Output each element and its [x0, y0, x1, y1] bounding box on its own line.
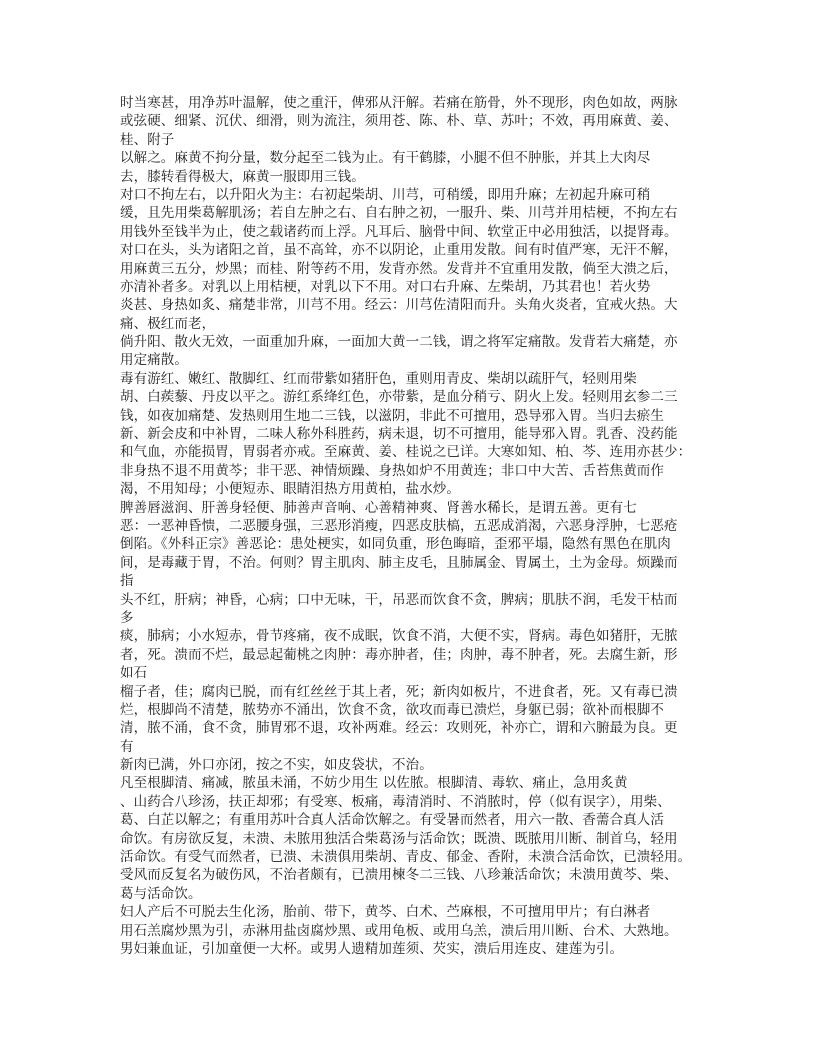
text-line: 葛、白芷以解之；有重用苏叶合真人活命饮解之。有受暑而然者，用六一散、香薷合真人活	[120, 812, 664, 829]
text-line: 以解之。麻黄不拘分量，数分起至二钱为止。有干鹤膝，小腿不但不肿胀，并其上大肉尽	[120, 150, 651, 167]
text-line: 对口不拘左右，以升阳火为主：右初起柴胡、川芎，可稍缓，即用升麻；左初起升麻可稍	[120, 186, 651, 203]
text-line: 痛、极红而老，	[120, 315, 216, 332]
text-line: 妇人产后不可脱去生化汤，胎前、带下，黄芩、白术、苎麻根，不可擅用甲片；有白淋者	[120, 904, 651, 921]
text-line: 命饮。有房欲反复，未溃、未脓用独活合柴葛汤与活命饮；既溃、既脓用川断、制首乌，轻用	[120, 830, 678, 847]
text-line: 非身热不退不用黄芩；非干恶、神情烦躁、身热如炉不用黄连；非口中大苦、舌苔焦黄而作	[120, 462, 664, 479]
text-line: 受风而反复名为破伤风，不治者颇有，已溃用楝冬二三钱、八珍兼活命饮；未溃用黄芩、柴、	[120, 867, 678, 884]
text-line: 用麻黄三五分，炒黑；而桂、附等药不用，发背亦然。发背并不宜重用发散，倘至大溃之后，	[120, 260, 678, 277]
text-line: 葛与活命饮。	[120, 885, 202, 902]
text-line: 有	[120, 738, 134, 755]
text-line: 毒有游红、嫩红、散脚红、红而带紫如猪肝色，重则用青皮、柴胡以疏肝气，轻则用柴	[120, 370, 637, 387]
text-line: 烂，根脚尚不清楚，脓势亦不涌出，饮食不贪，欲攻而毒已溃烂，身躯已弱；欲补而根脚不	[120, 701, 664, 718]
text-line: 间，是毒藏于胃，不治。何则？胃主肌肉、肺主皮毛，且肺属金、胃属土，土为金母。烦躁而	[120, 554, 678, 571]
text-line: 胡、白蒺藜、丹皮以平之。游红系绛红色，亦带紫，是血分稍亏、阴火上发。轻则用玄参二三	[120, 389, 678, 406]
text-line: 钱，如夜加痛楚、发热则用生地二三钱，以滋阴，非此不可擅用，恐导邪入胃。当归去瘀生	[120, 407, 664, 424]
text-line: 恶：一恶神昏愦，二恶腰身强，三恶形消瘦，四恶皮肤槁，五恶成消渴，六恶身浮肿，七恶疮	[120, 517, 678, 534]
text-line: 、山药合八珍汤，扶正却邪；有受寒、板痛，毒清消时、不消脓时，停（似有误字），用柴、	[120, 793, 671, 810]
text-line: 者，死。溃而不烂，最忌起葡桃之肉肿：毒亦肿者，佳；肉肿，毒不肿者，死。去腐生新，形	[120, 646, 678, 663]
text-line: 新肉已满，外口亦闭，按之不实，如皮袋状，不治。	[120, 757, 433, 774]
text-line: 桂、附子	[120, 131, 175, 148]
text-line: 倘升阳、散火无效，一面重加升麻，一面加大黄一二钱，谓之将军定痛散。发背若大痛楚，亦	[120, 334, 678, 351]
text-line: 倒陷。《外科正宗》善恶论：患处梗实，如同负重，形色晦暗，歪邪平塌，隐然有黑色在肌肉	[120, 536, 671, 553]
text-line: 对口在头，头为诸阳之首，虽不高耸，亦不以阴论，止重用发散。间有时值严寒，无汗不解，	[120, 242, 678, 259]
text-line: 多	[120, 609, 134, 626]
text-line: 时当寒甚，用净苏叶温解，使之重汗，俾邪从汗解。若痛在筋骨，外不现形，肉色如故，两脉	[120, 95, 678, 111]
text-line: 榴子者，佳；腐肉已脱，而有红丝丝于其上者，死；新肉如板片，不进食者，死。又有毒已溃	[120, 683, 678, 700]
text-line: 脾善唇滋润、肝善身轻便、肺善声音响、心善精神爽、肾善水稀长，是谓五善。更有七	[120, 499, 637, 516]
text-line: 亦清补者多。对乳以上用桔梗，对乳以下不用。对口右升麻、左柴胡，乃其君也！若火势	[120, 278, 651, 295]
document-page	[120, 94, 700, 958]
text-line: 和气血，亦能损胃，胃弱者亦戒。至麻黄、姜、桂说之已详。大寒如知、柏、芩、连用亦甚少：	[120, 444, 692, 461]
text-line: 痰，肺病；小水短赤，骨节疼痛，夜不成眠，饮食不消，大便不实，肾病。毒色如猪肝，无脓	[120, 628, 678, 645]
text-line: 清，脓不涌，食不贪，肺胃邪不退，攻补两难。经云：攻则死，补亦亡，谓和六腑最为良。更	[120, 720, 678, 737]
text-line: 炎甚、身热如炙、痛楚非常，川芎不用。经云：川芎佐清阳而升。头角火炎者，宜戒火热。大	[120, 297, 678, 314]
text-line: 男妇兼血证，引加童便一大杯。或男人遗精加莲须、芡实，溃后用连皮、建莲为引。	[120, 940, 624, 957]
text-line: 活命饮。有受气而然者，已溃、未溃俱用柴胡、青皮、郁金、香附，未溃合活命饮，已溃轻用。	[120, 849, 692, 866]
text-line: 用钱外至钱半为止，使之载诸药而上浮。凡耳后、脑骨中间、软堂正中必用独活，以提肾毒。	[120, 223, 678, 240]
text-line: 指	[120, 573, 134, 590]
text-line: 凡至根脚清、痛减，脓虽未涌，不妨少用生 以佐脓。根脚清、毒软、痛止，急用炙黄	[120, 775, 628, 792]
text-line: 用定痛散。	[120, 352, 188, 369]
text-line: 去，膝转看得极大，麻黄一服即用三钱。	[120, 168, 365, 185]
text-line: 用石羔腐炒黑为引，赤淋用盐卤腐炒黑、或用龟板、或用乌羔，溃后用川断、台术、大熟地。	[120, 922, 678, 939]
text-line: 新、新会皮和中补胃，二味人称外科胜药，病未退，切不可擅用，能导邪入胃。乳香、没药能	[120, 426, 678, 443]
text-line: 缓，且先用柴葛解肌汤；若自左肿之右、自右肿之初，一服升、柴、川芎并用桔梗，不拘左右	[120, 205, 678, 222]
text-line: 如石	[120, 665, 148, 682]
text-line: 头不红，肝病；神昏，心病；口中无味，干，吊恶而饮食不贪，脾病；肌肤不润，毛发干枯而	[120, 591, 678, 608]
text-line: 渴，不用知母；小便短赤、眼睛泪热方用黄柏，盐水炒。	[120, 481, 460, 498]
text-line: 或弦硬、细紧、沉伏、细滑，则为流注，须用苍、陈、朴、草、苏叶；不效，再用麻黄、姜、	[120, 113, 678, 130]
